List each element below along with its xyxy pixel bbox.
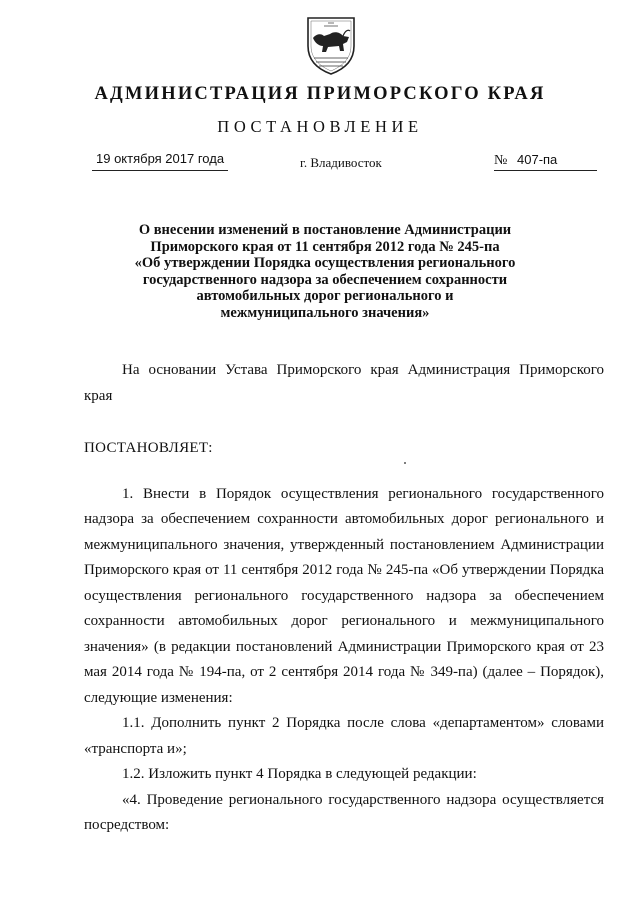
decree-heading: ПОСТАНОВЛЯЕТ: [84,440,213,456]
date-underline [92,170,228,171]
title-line: межмуниципального значения» [220,304,430,321]
document-body [84,358,604,839]
title-line: «Об утверждении Порядка осуществления регионального [134,255,516,271]
title-line: автомобильных дорог регионального и [196,288,454,304]
document-city: г. Владивосток [300,155,382,170]
number-label: № [494,153,508,168]
number-underline [494,170,597,171]
basis-paragraph: На основании Устава Приморского края Администрация Приморского края [84,362,604,404]
title-line: О внесении изменений в постановление Администрации [138,222,512,238]
document-type: ПОСТАНОВЛЕНИЕ [217,117,423,136]
coat-of-arms-icon [304,14,358,76]
paragraph-4: «4. Проведение регионального государственного надзора осуществляется посредством: [84,791,604,833]
document-title [110,222,540,321]
organization-name: АДМИНИСТРАЦИЯ ПРИМОРСКОГО КРАЯ [94,84,546,104]
document-date: 19 октября 2017 года [96,151,225,166]
paragraph-1: 1. Внести в Порядок осуществления регионального государственного надзора за обеспечением сохранности автомобильных дорог регионального и межмуниципального значения, утвержденный постановлением Администрации Приморского края от 11 сентября 2012 года № 245-па «Об утверждении Порядка осуществления регионального государственного надзора за обеспечением сохранности автомобильных дорог регионального и межмуниципального значения» (в редакции постановлений Администрации Приморского края от 23 мая 2014 года № 194-па, от 2 сентября 2014 года № 349-па) (далее – Порядок), следующие изменения: [84,485,604,706]
title-line: государственного надзора за обеспечением сохранности [142,271,508,288]
paragraph-1-1: 1.1. Дополнить пункт 2 Порядка после слова «департаментом» словами «транспорта и»; [84,715,604,757]
paragraph-1-2: 1.2. Изложить пункт 4 Порядка в следующей редакции: [122,766,477,782]
document-number: 407-па [517,152,558,167]
title-line: Приморского края от 11 сентября 2012 года № 245-па [150,238,500,255]
